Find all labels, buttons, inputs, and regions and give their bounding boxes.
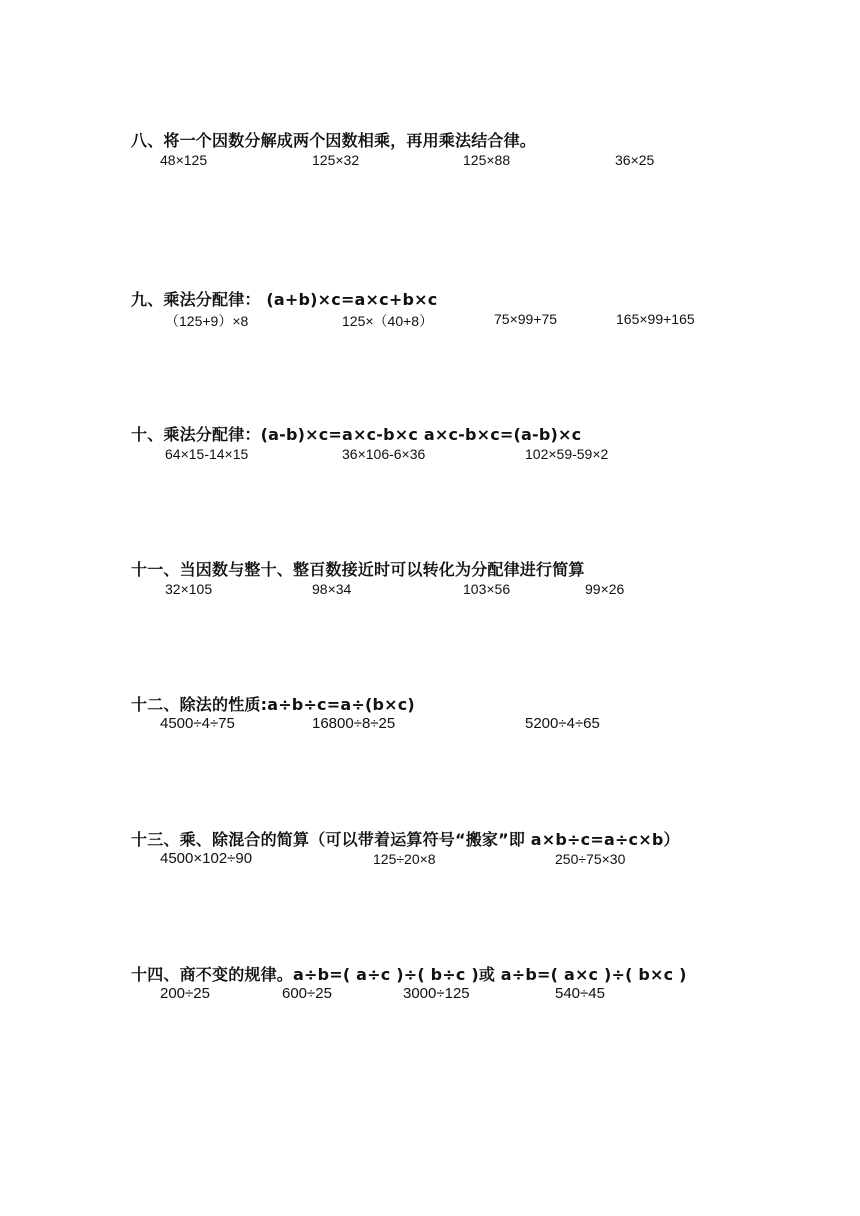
problem-12-2: 16800÷8÷25 bbox=[312, 715, 396, 732]
problem-11-2: 98×34 bbox=[312, 581, 352, 597]
problem-10-1: 64×15-14×15 bbox=[165, 446, 249, 462]
section-9-heading: 九、乘法分配律： (a+b)×c=a×c+b×c bbox=[131, 290, 438, 309]
problem-14-3: 3000÷125 bbox=[403, 985, 470, 1002]
problem-11-1: 32×105 bbox=[165, 581, 213, 597]
section-8-heading: 八、将一个因数分解成两个因数相乘，再用乘法结合律。 bbox=[131, 131, 537, 150]
problem-11-4: 99×26 bbox=[585, 581, 625, 597]
problem-9-1: （125+9）×8 bbox=[165, 313, 249, 329]
section-14-heading: 十四、商不变的规律。a÷b=( a÷c )÷( b÷c )或 a÷b=( a×c )÷( b×c ) bbox=[131, 965, 687, 984]
problem-9-4: 165×99+165 bbox=[616, 311, 695, 327]
problem-12-3: 5200÷4÷65 bbox=[525, 715, 600, 732]
problem-8-3: 125×88 bbox=[463, 152, 511, 168]
section-11-heading: 十一、当因数与整十、整百数接近时可以转化为分配律进行简算 bbox=[131, 560, 585, 579]
problem-13-2: 125÷20×8 bbox=[373, 851, 436, 867]
problem-11-3: 103×56 bbox=[463, 581, 511, 597]
problem-12-1: 4500÷4÷75 bbox=[160, 715, 235, 732]
problem-10-3: 102×59-59×2 bbox=[525, 446, 609, 462]
problem-9-3: 75×99+75 bbox=[494, 311, 558, 327]
problem-14-1: 200÷25 bbox=[160, 985, 210, 1002]
problem-9-2: 125×（40+8） bbox=[342, 313, 434, 329]
problem-10-2: 36×106-6×36 bbox=[342, 446, 426, 462]
section-12-heading: 十二、除法的性质:a÷b÷c=a÷(b×c) bbox=[131, 695, 415, 714]
problem-13-1: 4500×102÷90 bbox=[160, 850, 253, 867]
problem-8-1: 48×125 bbox=[160, 152, 208, 168]
problem-8-4: 36×25 bbox=[615, 152, 655, 168]
section-10-heading: 十、乘法分配律：(a-b)×c=a×c-b×c a×c-b×c=(a-b)×c bbox=[131, 425, 582, 444]
problem-13-3: 250÷75×30 bbox=[555, 851, 626, 867]
problem-14-4: 540÷45 bbox=[555, 985, 605, 1002]
problem-8-2: 125×32 bbox=[312, 152, 360, 168]
section-13-heading: 十三、乘、除混合的简算（可以带着运算符号“搬家”即 a×b÷c=a÷c×b） bbox=[131, 830, 680, 849]
problem-14-2: 600÷25 bbox=[282, 985, 332, 1002]
